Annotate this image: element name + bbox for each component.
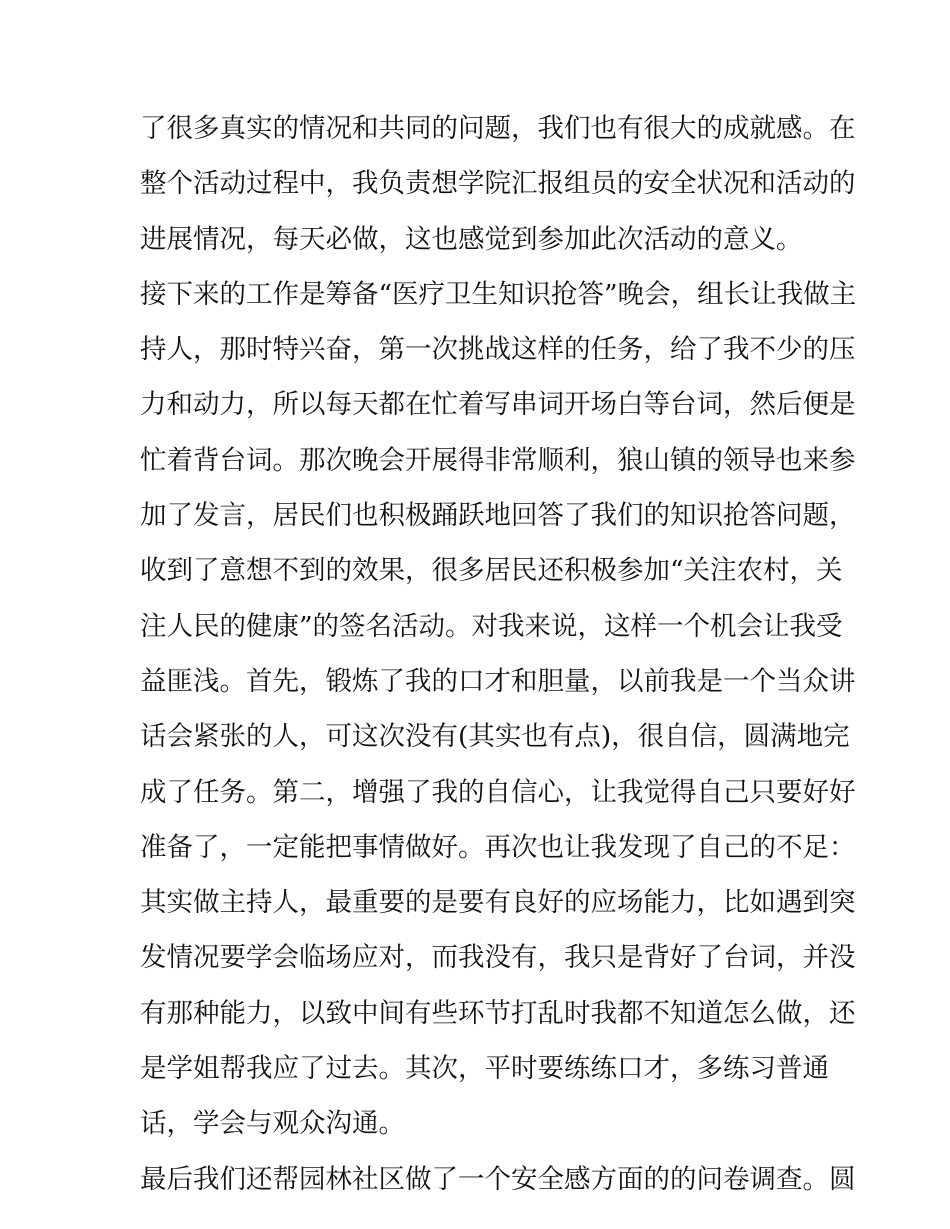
text-line-2: 整个活动过程中，我负责想学院汇报组员的安全状况和活动的 bbox=[140, 168, 856, 200]
text-line-18: 是学姐帮我应了过去。其次，平时要练练口才，多练习普通 bbox=[140, 1053, 829, 1085]
text-line-19: 话，学会与观众沟通。 bbox=[140, 1108, 405, 1140]
text-line-3: 进展情况，每天必做，这也感觉到参加此次活动的意义。 bbox=[140, 223, 803, 255]
text-line-15: 其实做主持人，最重要的是要有良好的应场能力，比如遇到突 bbox=[140, 887, 856, 919]
text-line-16: 发情况要学会临场应对，而我没有，我只是背好了台词，并没 bbox=[140, 942, 856, 974]
text-line-7: 忙着背台词。那次晚会开展得非常顺利，狼山镇的领导也来参 bbox=[140, 444, 856, 476]
text-line-6: 力和动力，所以每天都在忙着写串词开场白等台词，然后便是 bbox=[140, 389, 856, 421]
text-line-5: 持人，那时特兴奋，第一次挑战这样的任务，给了我不少的压 bbox=[140, 334, 856, 366]
text-line-20: 最后我们还帮园林社区做了一个安全感方面的的问卷调查。圆 bbox=[140, 1163, 856, 1195]
text-line-4: 接下来的工作是筹备“医疗卫生知识抢答”晚会，组长让我做主 bbox=[140, 278, 857, 310]
text-line-17: 有那种能力，以致中间有些环节打乱时我都不知道怎么做，还 bbox=[140, 997, 856, 1029]
text-line-11: 益匪浅。首先，锻炼了我的口才和胆量，以前我是一个当众讲 bbox=[140, 665, 856, 697]
text-line-9: 收到了意想不到的效果，很多居民还积极参加“关注农村，关 bbox=[140, 555, 843, 587]
text-line-8: 加了发言，居民们也积极踊跃地回答了我们的知识抢答问题， bbox=[140, 500, 856, 532]
text-line-10: 注人民的健康”的签名活动。对我来说，这样一个机会让我受 bbox=[140, 610, 843, 642]
text-line-14: 准备了，一定能把事情做好。再次也让我发现了自己的不足： bbox=[140, 831, 856, 863]
text-line-12: 话会紧张的人，可这次没有(其实也有点)，很自信，圆满地完 bbox=[140, 721, 850, 753]
body-text bbox=[140, 106, 857, 1212]
text-line-13: 成了任务。第二，增强了我的自信心，让我觉得自己只要好好 bbox=[140, 776, 856, 808]
text-line-1: 了很多真实的情况和共同的问题，我们也有很大的成就感。在 bbox=[140, 113, 856, 144]
